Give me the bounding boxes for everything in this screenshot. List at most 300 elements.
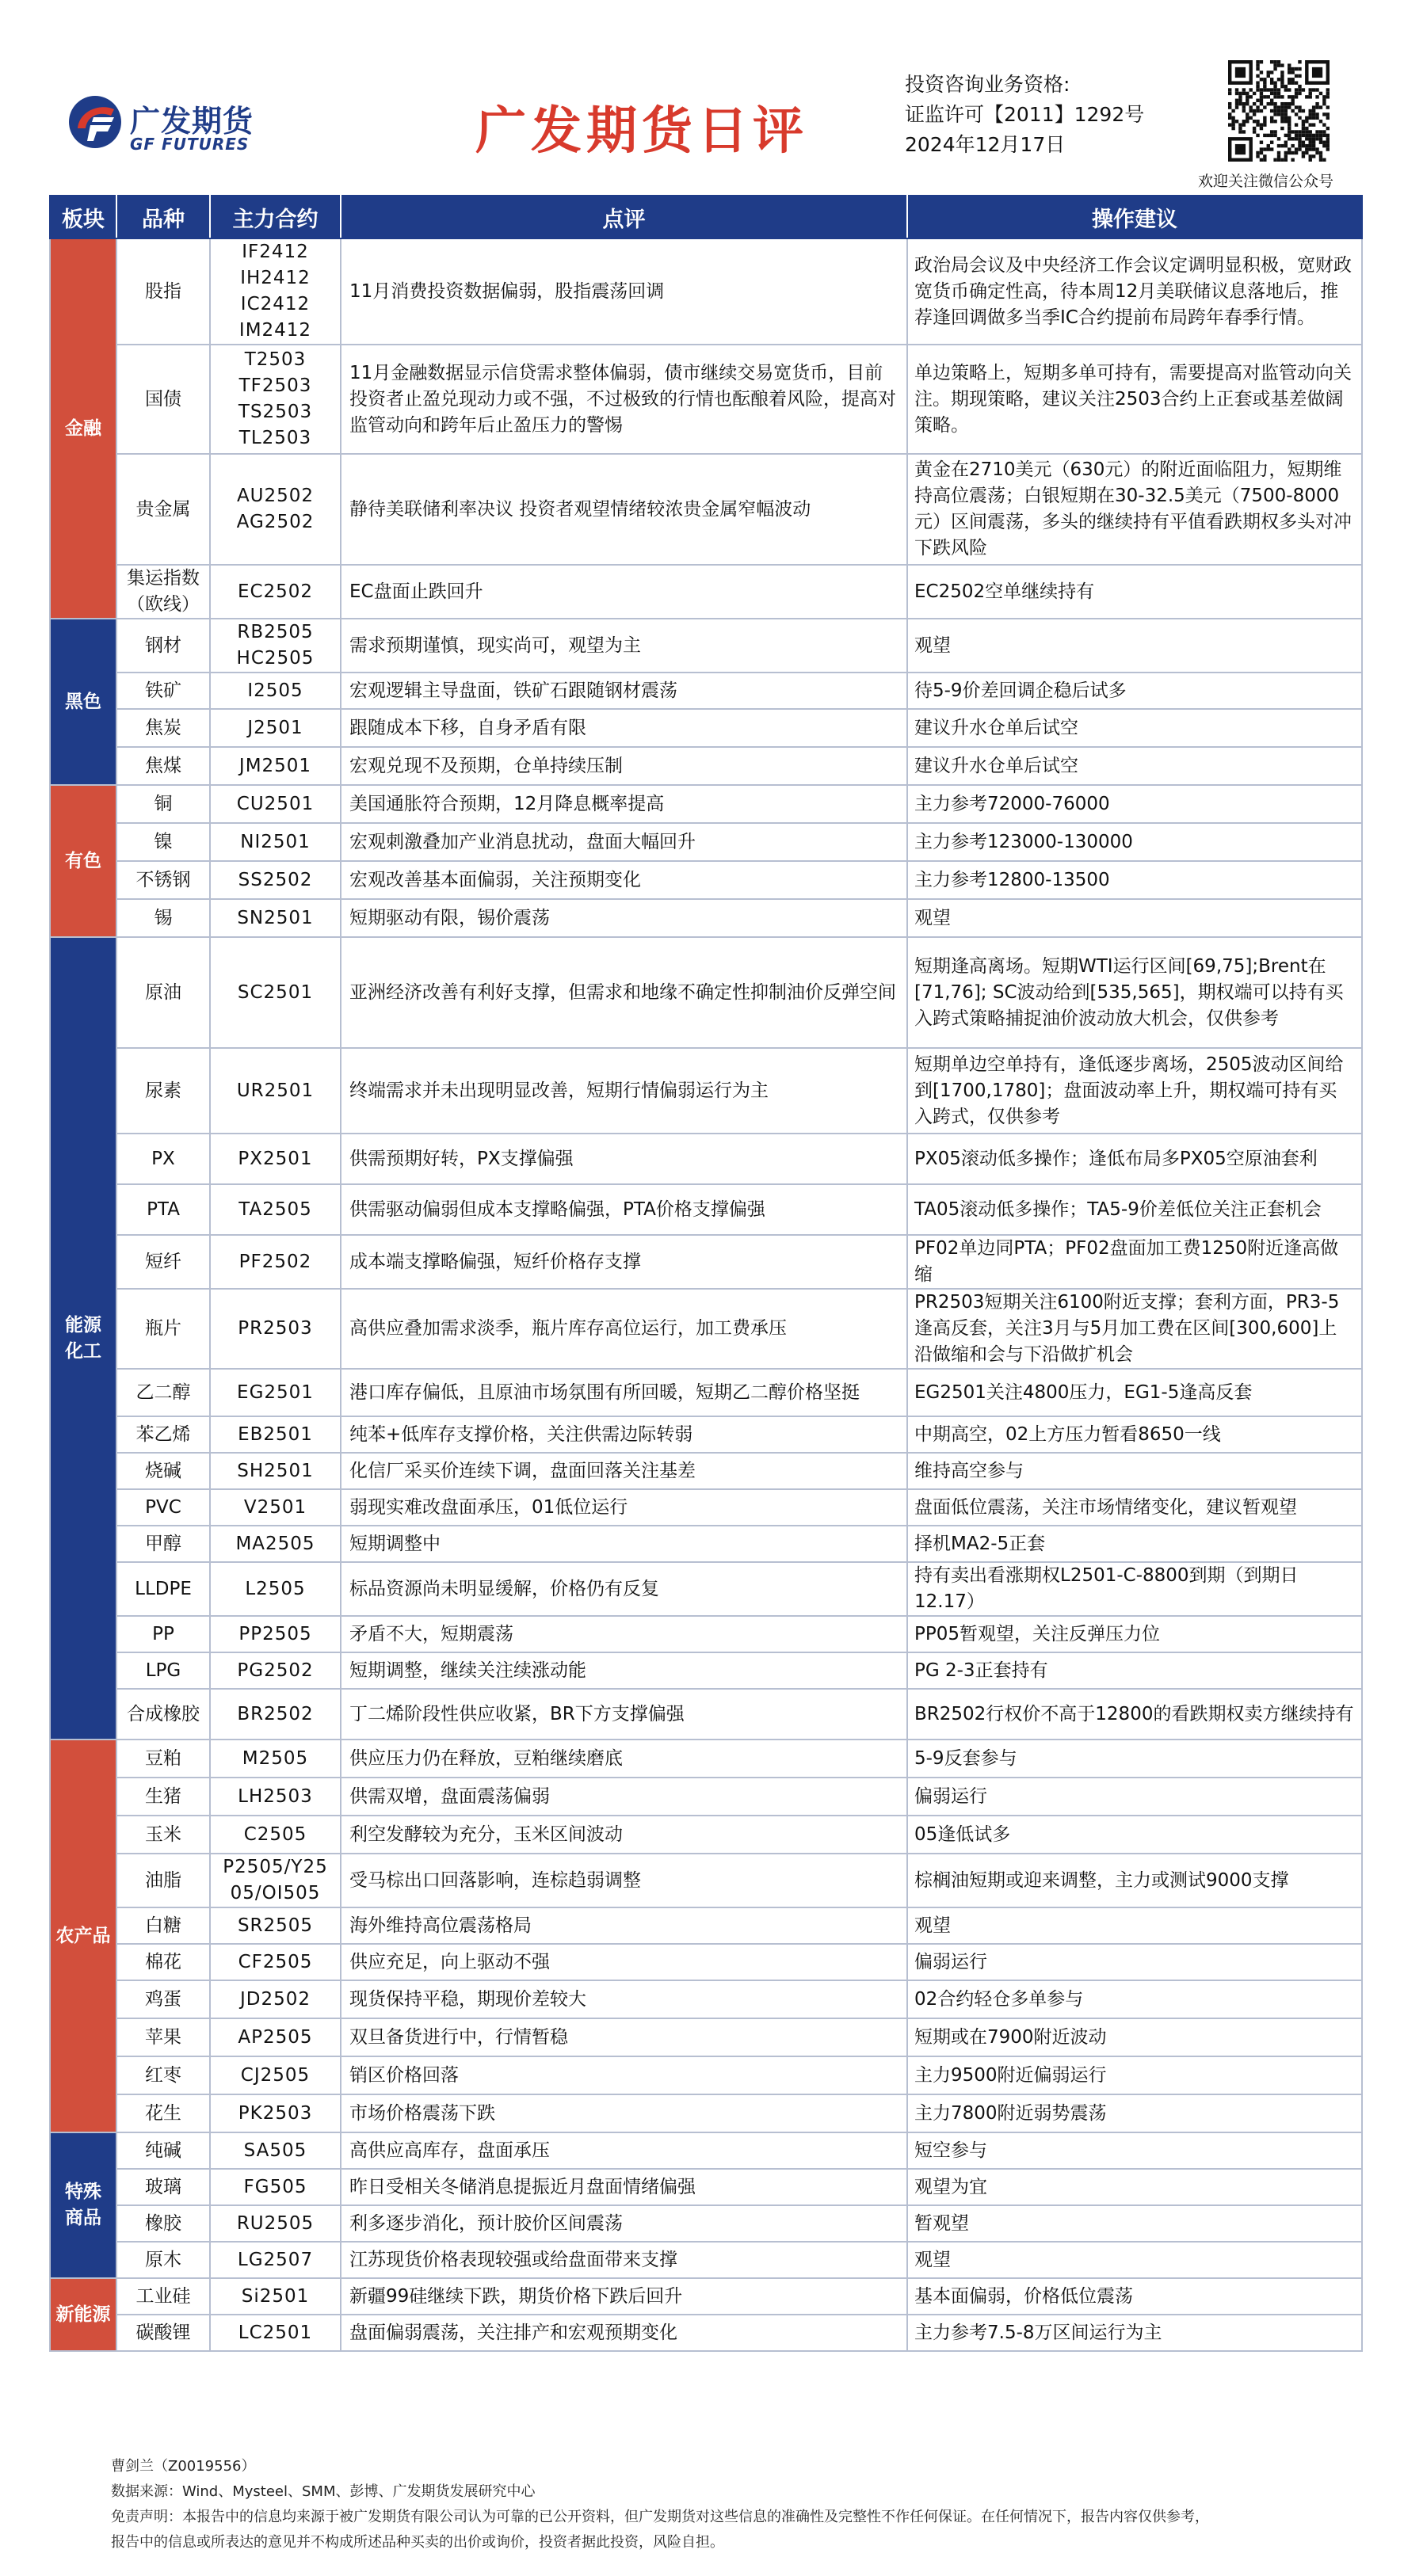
variety-cell: [116, 861, 210, 899]
contract-cell: [210, 565, 341, 619]
comment-cell-text: 盘面偏弱震荡，关注排产和宏观预期变化: [349, 2322, 677, 2343]
variety-cell-text: 玻璃: [145, 2176, 181, 2197]
contract-cell-text: LH2503: [238, 1785, 313, 1807]
contract-cell-text: IF2412 IH2412 IC2412 IM2412: [238, 242, 312, 341]
comment-cell: [341, 2205, 907, 2242]
variety-cell: [116, 1944, 210, 1980]
table-row: [50, 937, 1362, 1048]
variety-cell: [116, 1562, 210, 1616]
variety-cell-text: 甲醇: [145, 1533, 181, 1554]
comment-cell: [341, 785, 907, 823]
table-row: [50, 785, 1362, 823]
advice-cell: [907, 1980, 1362, 2018]
variety-cell-text: 鸡蛋: [145, 1988, 181, 2010]
contract-cell-text: I2505: [247, 680, 303, 701]
comment-cell-text: 供应压力仍在释放，豆粕继续磨底: [349, 1747, 623, 1769]
contract-cell-text: LC2501: [238, 2322, 313, 2343]
variety-cell: [116, 1235, 210, 1289]
variety-cell-text: PP: [152, 1623, 174, 1644]
advice-cell-text: 观望: [914, 907, 951, 928]
advice-cell: [907, 785, 1362, 823]
advice-cell-text: PG 2-3正套持有: [914, 1660, 1048, 1681]
variety-cell-text: 棉花: [145, 1951, 181, 1972]
contract-cell-text: UR2501: [236, 1080, 315, 1101]
comment-cell: [341, 2132, 907, 2169]
variety-cell: [116, 937, 210, 1048]
comment-cell-text: 高供应叠加需求淡季，瓶片库存高位运行，加工费承压: [349, 1318, 787, 1339]
contract-cell: [210, 1854, 341, 1907]
variety-cell: [116, 1980, 210, 2018]
comment-cell: [341, 1369, 907, 1416]
advice-cell: [907, 2169, 1362, 2205]
qualification-block: [905, 70, 1144, 160]
contract-cell: [210, 2315, 341, 2351]
comment-cell: [341, 1289, 907, 1369]
contract-cell-text: CJ2505: [240, 2064, 311, 2086]
advice-cell-text: 偏弱运行: [914, 1785, 987, 1807]
contract-cell: [210, 899, 341, 937]
comment-cell: [341, 1526, 907, 1562]
advice-cell: [907, 709, 1362, 747]
advice-cell: [907, 2205, 1362, 2242]
contract-cell: [210, 1816, 341, 1854]
contract-cell: [210, 1453, 341, 1489]
advice-cell-text: TA05滚动低多操作；TA5-9价差低位关注正套机会: [914, 1198, 1322, 1220]
comment-cell-text: 供需驱动偏弱但成本支撑略偏强，PTA价格支撑偏强: [349, 1198, 765, 1220]
comment-cell-text: 利空发酵较为充分，玉米区间波动: [349, 1823, 623, 1845]
variety-cell: [116, 1816, 210, 1854]
contract-cell: [210, 2132, 341, 2169]
variety-cell-text: 锡: [154, 907, 173, 928]
footer-sources: 数据来源：Wind、Mysteel、SMM、彭博、广发期货发展研究中心: [111, 2483, 536, 2500]
contract-cell: [210, 2205, 341, 2242]
variety-cell-text: PTA: [147, 1198, 180, 1220]
table-row: [50, 1134, 1362, 1184]
variety-cell-text: 乙二醇: [135, 1381, 191, 1403]
advice-cell-text: 待5-9价差回调企稳后试多: [914, 680, 1127, 701]
table-row: [50, 861, 1362, 899]
comment-cell: [341, 1416, 907, 1453]
table-row: [50, 1778, 1362, 1816]
variety-cell-text: 玉米: [145, 1823, 181, 1845]
contract-cell: [210, 861, 341, 899]
contract-cell-text: EG2501: [237, 1381, 314, 1403]
variety-cell-text: 合成橡胶: [127, 1703, 200, 1724]
table-row: [50, 2132, 1362, 2169]
variety-cell-text: 铁矿: [145, 680, 181, 701]
header-variety: 品种: [116, 196, 210, 238]
footer-author: 曹剑兰（Z0019556）: [111, 2458, 256, 2475]
contract-cell-text: JM2501: [238, 755, 312, 776]
advice-cell-text: 单边策略上，短期多单可持有，需要提高对监管动向关注。期现策略，建议关注2503合约上正套或基差做阔策略。: [914, 362, 1352, 436]
contract-cell-text: C2505: [243, 1823, 307, 1845]
advice-cell: [907, 2315, 1362, 2351]
sector-cell: [50, 619, 116, 785]
table-body: [50, 238, 1362, 2351]
comment-cell-text: 高供应高库存，盘面承压: [349, 2140, 550, 2161]
contract-cell-text: L2505: [245, 1578, 306, 1599]
variety-cell: [116, 1526, 210, 1562]
variety-cell: [116, 1416, 210, 1453]
advice-cell-text: PP05暂观望，关注反弹压力位: [914, 1623, 1161, 1644]
table-row: [50, 2094, 1362, 2132]
table-row: [50, 1854, 1362, 1907]
header-comment: 点评: [341, 196, 907, 238]
advice-cell-text: 观望: [914, 1915, 951, 1936]
contract-cell: [210, 454, 341, 565]
contract-cell: [210, 1416, 341, 1453]
comment-cell-text: 美国通胀符合预期，12月降息概率提高: [349, 793, 665, 814]
comment-cell: [341, 1778, 907, 1816]
header-sector: 板块: [50, 196, 116, 238]
advice-cell: [907, 345, 1362, 454]
comment-cell: [341, 238, 907, 345]
table-row: [50, 1048, 1362, 1134]
qualification-label: 投资咨询业务资格:: [905, 73, 1070, 96]
contract-cell-text: SC2501: [237, 981, 314, 1003]
sector-label: 农产品: [55, 1925, 111, 1946]
variety-cell: [116, 619, 210, 673]
comment-cell-text: 受马棕出口回落影响，连棕趋弱调整: [349, 1869, 641, 1891]
contract-cell-text: BR2502: [237, 1703, 314, 1724]
contract-cell-text: P2505/Y25 05/OI505: [223, 1857, 328, 1903]
comment-cell: [341, 709, 907, 747]
comment-cell-text: 需求预期谨慎，现实尚可，观望为主: [349, 634, 641, 656]
variety-cell-text: 焦炭: [145, 717, 181, 738]
advice-cell: [907, 1689, 1362, 1740]
comment-cell-text: 短期调整中: [349, 1533, 441, 1554]
comment-cell-text: 销区价格回落: [349, 2064, 459, 2086]
comment-cell: [341, 619, 907, 673]
contract-cell-text: SA505: [243, 2140, 307, 2161]
variety-cell: [116, 2132, 210, 2169]
comment-cell: [341, 2169, 907, 2205]
contract-cell: [210, 747, 341, 785]
variety-cell: [116, 747, 210, 785]
contract-cell: [210, 1562, 341, 1616]
contract-cell-text: SR2505: [237, 1915, 314, 1936]
contract-cell: [210, 2278, 341, 2315]
comment-cell: [341, 2018, 907, 2056]
comment-cell-text: 矛盾不大，短期震荡: [349, 1623, 513, 1644]
variety-cell: [116, 238, 210, 345]
advice-cell: [907, 1652, 1362, 1689]
advice-cell: [907, 454, 1362, 565]
qr-code-icon: [1228, 60, 1330, 162]
table-row: [50, 2278, 1362, 2315]
table-row: [50, 1980, 1362, 2018]
advice-cell: [907, 823, 1362, 861]
advice-cell: [907, 1907, 1362, 1944]
contract-cell-text: EB2501: [238, 1423, 313, 1445]
table-row: [50, 1816, 1362, 1854]
contract-cell: [210, 1235, 341, 1289]
contract-cell-text: PX2501: [238, 1148, 313, 1169]
variety-cell-text: 短纤: [145, 1251, 181, 1272]
comment-cell-text: 化信厂采买价连续下调，盘面回落关注基差: [349, 1460, 696, 1481]
table-row: [50, 2242, 1362, 2278]
contract-cell: [210, 1689, 341, 1740]
contract-cell: [210, 619, 341, 673]
sector-label: 有色: [65, 850, 101, 871]
advice-cell: [907, 2242, 1362, 2278]
contract-cell-text: LG2507: [237, 2249, 314, 2270]
advice-cell-text: PR2503短期关注6100附近支撑；套利方面，PR3-5逢高反套，关注3月与5月加工费在区间[300,600]上沿做缩和会与下沿做扩机会: [914, 1292, 1340, 1365]
variety-cell-text: 贵金属: [135, 498, 191, 520]
advice-cell-text: 观望: [914, 634, 951, 656]
contract-cell-text: JD2502: [239, 1988, 311, 2010]
comment-cell: [341, 899, 907, 937]
comment-cell: [341, 565, 907, 619]
contract-cell-text: Si2501: [241, 2285, 310, 2307]
variety-cell: [116, 1048, 210, 1134]
advice-cell-text: PF02单边同PTA；PF02盘面加工费1250附近逢高做缩: [914, 1238, 1339, 1285]
sector-cell: [50, 2132, 116, 2278]
header-main-contract: 主力合约: [210, 196, 341, 238]
comment-cell: [341, 1134, 907, 1184]
contract-cell-text: PF2502: [238, 1251, 312, 1272]
gf-logo-icon: [67, 93, 124, 151]
advice-cell: [907, 2094, 1362, 2132]
comment-cell-text: 终端需求并未出现明显改善，短期行情偏弱运行为主: [349, 1080, 769, 1101]
comment-cell: [341, 1980, 907, 2018]
comment-cell: [341, 1562, 907, 1616]
advice-cell-text: 短期逢高离场。短期WTI运行区间[69,75];Brent在[71,76]; SC波动给到[535,565]，期权端可以持有买入跨式策略捕捉油价波动放大机会，仅供参考: [914, 955, 1344, 1029]
table-row: [50, 1369, 1362, 1416]
contract-cell: [210, 785, 341, 823]
comment-cell-text: 宏观刺激叠加产业消息扰动，盘面大幅回升: [349, 831, 696, 852]
comment-cell: [341, 1235, 907, 1289]
comment-cell-text: 海外维持高位震荡格局: [349, 1915, 532, 1936]
variety-cell-text: 铜: [154, 793, 173, 814]
wechat-caption: 欢迎关注微信公众号: [1198, 173, 1334, 190]
advice-cell-text: 持有卖出看涨期权L2501-C-8800到期（到期日12.17）: [914, 1565, 1299, 1612]
advice-cell-text: 建议升水仓单后试空: [914, 717, 1078, 738]
advice-cell: [907, 673, 1362, 709]
variety-cell-text: 钢材: [145, 634, 181, 656]
variety-cell: [116, 2278, 210, 2315]
variety-cell-text: PVC: [145, 1496, 181, 1518]
advice-cell-text: 择机MA2-5正套: [914, 1533, 1046, 1554]
contract-cell-text: RB2505 HC2505: [236, 622, 315, 669]
sector-cell: [50, 785, 116, 937]
variety-cell-text: 纯碱: [145, 2140, 181, 2161]
comment-cell: [341, 1740, 907, 1778]
comment-cell: [341, 1854, 907, 1907]
advice-cell: [907, 1526, 1362, 1562]
variety-cell: [116, 2094, 210, 2132]
table-row: [50, 673, 1362, 709]
comment-cell-text: 弱现实难改盘面承压，01低位运行: [349, 1496, 628, 1518]
comment-cell-text: 供需预期好转，PX支撑偏强: [349, 1148, 574, 1169]
variety-cell-text: 工业硅: [135, 2285, 191, 2307]
daily-review-table-container: [49, 195, 1361, 2352]
sector-label: 金融: [65, 417, 101, 439]
variety-cell-text: 花生: [145, 2102, 181, 2124]
contract-cell: [210, 1289, 341, 1369]
variety-cell: [116, 1740, 210, 1778]
comment-cell-text: 静待美联储利率决议 投资者观望情绪较浓贵金属窄幅波动: [349, 498, 811, 520]
comment-cell: [341, 1616, 907, 1652]
contract-cell: [210, 345, 341, 454]
variety-cell: [116, 1778, 210, 1816]
sector-cell: [50, 2278, 116, 2351]
advice-cell: [907, 2278, 1362, 2315]
comment-cell-text: 宏观兑现不及预期，仓单持续压制: [349, 755, 623, 776]
advice-cell: [907, 1369, 1362, 1416]
comment-cell: [341, 673, 907, 709]
advice-cell: [907, 1816, 1362, 1854]
advice-cell-text: 主力参考123000-130000: [914, 831, 1133, 852]
advice-cell: [907, 937, 1362, 1048]
advice-cell: [907, 1562, 1362, 1616]
variety-cell: [116, 1489, 210, 1526]
advice-cell-text: 05逢低试多: [914, 1823, 1011, 1845]
variety-cell: [116, 1689, 210, 1740]
variety-cell-text: 尿素: [145, 1080, 181, 1101]
comment-cell-text: 宏观逻辑主导盘面，铁矿石跟随钢材震荡: [349, 680, 677, 701]
advice-cell: [907, 2132, 1362, 2169]
variety-cell: [116, 1854, 210, 1907]
sector-cell: [50, 937, 116, 1740]
report-header: [0, 0, 1404, 190]
advice-cell-text: 中期高空，02上方压力暂看8650一线: [914, 1423, 1221, 1445]
contract-cell: [210, 1907, 341, 1944]
variety-cell: [116, 1616, 210, 1652]
comment-cell-text: 供需双增，盘面震荡偏弱: [349, 1785, 550, 1807]
contract-cell: [210, 2018, 341, 2056]
table-row: [50, 1235, 1362, 1289]
variety-cell-text: 镍: [154, 831, 173, 852]
comment-cell: [341, 345, 907, 454]
contract-cell-text: SS2502: [238, 869, 313, 890]
table-row: [50, 1453, 1362, 1489]
comment-cell-text: 市场价格震荡下跌: [349, 2102, 495, 2124]
comment-cell: [341, 1453, 907, 1489]
advice-cell: [907, 1048, 1362, 1134]
contract-cell-text: NI2501: [240, 831, 311, 852]
comment-cell: [341, 1184, 907, 1235]
table-row: [50, 747, 1362, 785]
variety-cell: [116, 709, 210, 747]
advice-cell: [907, 2018, 1362, 2056]
contract-cell-text: PG2502: [237, 1660, 314, 1681]
advice-cell-text: BR2502行权价不高于12800的看跌期权卖方继续持有: [914, 1703, 1354, 1724]
comment-cell-text: 新疆99硅继续下跌，期货价格下跌后回升: [349, 2285, 683, 2307]
contract-cell: [210, 1740, 341, 1778]
comment-cell: [341, 823, 907, 861]
logo-english-text: GF FUTURES: [130, 135, 250, 154]
variety-cell: [116, 2018, 210, 2056]
advice-cell: [907, 2056, 1362, 2094]
contract-cell-text: RU2505: [236, 2212, 315, 2234]
variety-cell-text: 苯乙烯: [135, 1423, 191, 1445]
contract-cell-text: SN2501: [237, 907, 314, 928]
comment-cell: [341, 2315, 907, 2351]
footer-disclaimer-line2: 报告中的信息或所表达的意见并不构成所述品种买卖的出价或询价，投资者据此投资，风险自担。: [111, 2534, 724, 2551]
contract-cell-text: PP2505: [238, 1623, 312, 1644]
advice-cell: [907, 565, 1362, 619]
comment-cell-text: 江苏现货价格表现较强或给盘面带来支撑: [349, 2249, 677, 2270]
advice-cell: [907, 1416, 1362, 1453]
advice-cell-text: PX05滚动低多操作；逢低布局多PX05空原油套利: [914, 1148, 1318, 1169]
advice-cell-text: 基本面偏弱，价格低位震荡: [914, 2285, 1133, 2307]
variety-cell-text: 生猪: [145, 1785, 181, 1807]
contract-cell: [210, 1944, 341, 1980]
comment-cell-text: 供应充足，向上驱动不强: [349, 1951, 550, 1972]
comment-cell: [341, 1816, 907, 1854]
comment-cell: [341, 2094, 907, 2132]
variety-cell: [116, 1453, 210, 1489]
table-row: [50, 619, 1362, 673]
contract-cell-text: EC2502: [237, 581, 314, 602]
variety-cell-text: 豆粕: [145, 1747, 181, 1769]
comment-cell-text: 港口库存偏低，且原油市场氛围有所回暖，短期乙二醇价格坚挺: [349, 1381, 860, 1403]
advice-cell-text: 主力9500附近偏弱运行: [914, 2064, 1107, 2086]
advice-cell: [907, 1489, 1362, 1526]
variety-cell-text: 油脂: [145, 1869, 181, 1891]
advice-cell-text: 主力7800附近弱势震荡: [914, 2102, 1107, 2124]
variety-cell: [116, 899, 210, 937]
table-row: [50, 1184, 1362, 1235]
comment-cell-text: 11月消费投资数据偏弱，股指震荡回调: [349, 280, 665, 302]
advice-cell-text: 棕榈油短期或迎来调整，主力或测试9000支撑: [914, 1869, 1289, 1891]
advice-cell-text: 主力参考72000-76000: [914, 793, 1110, 814]
comment-cell-text: 亚洲经济改善有利好支撑，但需求和地缘不确定性抑制油价反弹空间: [349, 981, 896, 1003]
contract-cell: [210, 937, 341, 1048]
contract-cell: [210, 1778, 341, 1816]
contract-cell-text: CF2505: [238, 1951, 313, 1972]
contract-cell-text: MA2505: [235, 1533, 315, 1554]
advice-cell-text: 盘面低位震荡，关注市场情绪变化，建议暂观望: [914, 1496, 1297, 1518]
table-row: [50, 1526, 1362, 1562]
comment-cell-text: 短期调整，继续关注续涨动能: [349, 1660, 586, 1681]
contract-cell-text: FG505: [243, 2176, 307, 2197]
comment-cell: [341, 861, 907, 899]
contract-cell: [210, 709, 341, 747]
advice-cell: [907, 1235, 1362, 1289]
comment-cell-text: 跟随成本下移，自身矛盾有限: [349, 717, 586, 738]
variety-cell-text: 原油: [145, 981, 181, 1003]
sector-cell: [50, 1740, 116, 2132]
daily-review-table: [49, 195, 1363, 2352]
advice-cell-text: 政治局会议及中央经济工作会议定调明显积极，宽财政宽货币确定性高，待本周12月美联储议息落地后，推荐逢回调做多当季IC合约提前布局跨年春季行情。: [914, 254, 1352, 328]
variety-cell: [116, 823, 210, 861]
variety-cell: [116, 345, 210, 454]
comment-cell-text: 纯苯+低库存支撑价格，关注供需边际转弱: [349, 1423, 693, 1445]
variety-cell-text: 原木: [145, 2249, 181, 2270]
variety-cell: [116, 2169, 210, 2205]
comment-cell-text: 成本端支撑略偏强，短纤价格存支撑: [349, 1251, 641, 1272]
table-row: [50, 1689, 1362, 1740]
footer-disclaimer-line1: 免责声明：本报告中的信息均来源于被广发期货有限公司认为可靠的已公开资料，但广发期货对这些信息的准确性及完整性不作任何保证。在任何情况下，报告内容仅供参考，: [111, 2509, 1209, 2525]
advice-cell: [907, 619, 1362, 673]
variety-cell-text: PX: [151, 1148, 175, 1169]
sector-label: 新能源: [55, 2304, 111, 2325]
contract-cell-text: AU2502 AG2502: [236, 486, 315, 532]
advice-cell-text: 观望为宜: [914, 2176, 987, 2197]
advice-cell-text: EC2502空单继续持有: [914, 581, 1095, 602]
variety-cell: [116, 1652, 210, 1689]
advice-cell-text: 主力参考12800-13500: [914, 869, 1110, 890]
variety-cell-text: LPG: [145, 1660, 181, 1681]
report-title: 广发期货日评: [475, 101, 808, 161]
advice-cell: [907, 861, 1362, 899]
advice-cell-text: 维持高空参与: [914, 1460, 1024, 1481]
contract-cell-text: CU2501: [236, 793, 315, 814]
report-footer: [111, 2454, 1347, 2555]
contract-cell-text: SH2501: [237, 1460, 314, 1481]
